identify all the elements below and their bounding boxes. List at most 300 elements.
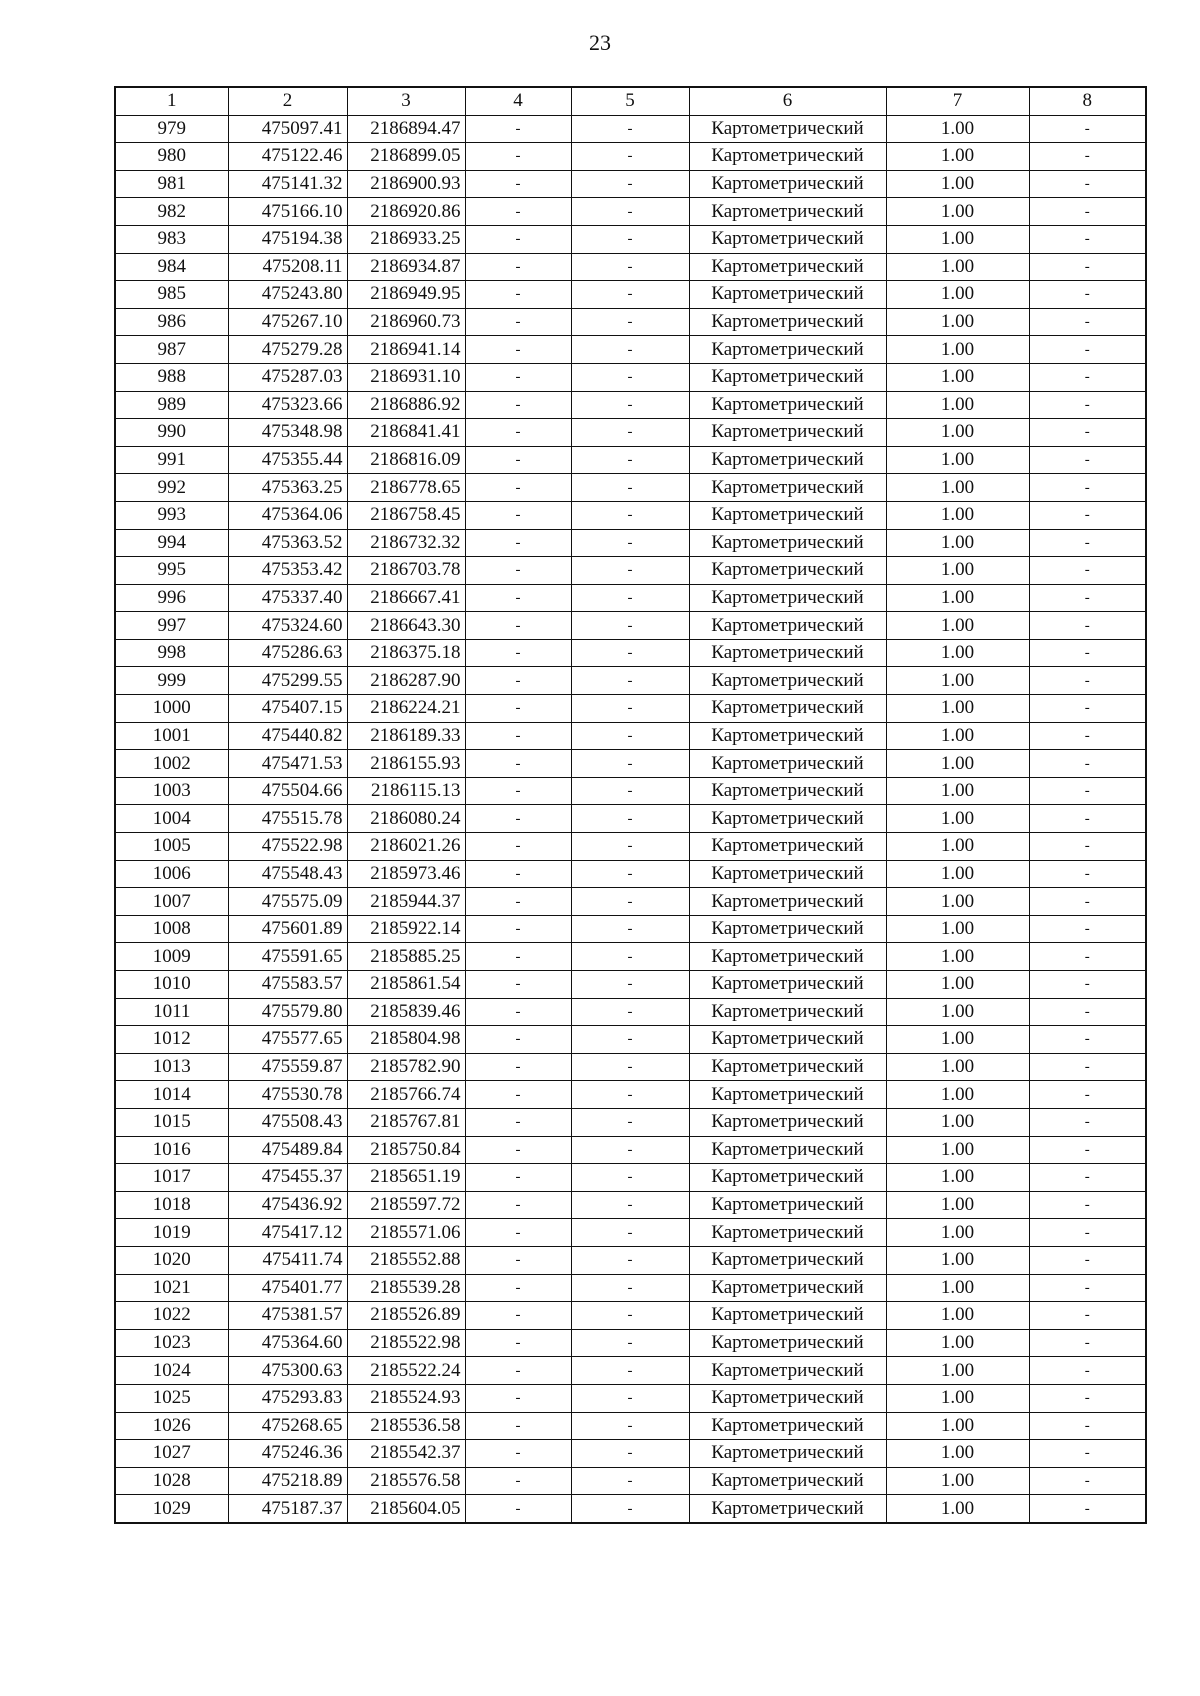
coordinate-y-cell: 2185861.54 — [347, 971, 465, 999]
column-4-cell: - — [465, 474, 571, 502]
accuracy-cell: 1.00 — [886, 170, 1029, 198]
accuracy-cell: 1.00 — [886, 1329, 1029, 1357]
coordinate-x-cell: 475243.80 — [228, 281, 347, 309]
column-header-1: 1 — [115, 87, 228, 115]
header-row — [115, 87, 1146, 115]
table-row — [115, 1495, 1146, 1523]
coordinate-y-cell: 2186900.93 — [347, 170, 465, 198]
point-number-cell: 1025 — [115, 1384, 228, 1412]
method-cell: Картометрический — [689, 143, 886, 171]
coordinate-x-cell: 475436.92 — [228, 1191, 347, 1219]
coordinate-x-cell: 475122.46 — [228, 143, 347, 171]
table-row — [115, 1053, 1146, 1081]
coordinate-y-cell: 2185782.90 — [347, 1053, 465, 1081]
column-4-cell: - — [465, 888, 571, 916]
coordinate-y-cell: 2185524.93 — [347, 1384, 465, 1412]
point-number-cell: 1022 — [115, 1302, 228, 1330]
accuracy-cell: 1.00 — [886, 943, 1029, 971]
column-5-cell: - — [571, 943, 689, 971]
point-number-cell: 1003 — [115, 777, 228, 805]
coordinate-x-cell: 475363.25 — [228, 474, 347, 502]
method-cell: Картометрический — [689, 639, 886, 667]
coordinate-x-cell: 475286.63 — [228, 639, 347, 667]
method-cell: Картометрический — [689, 225, 886, 253]
accuracy-cell: 1.00 — [886, 1053, 1029, 1081]
column-8-cell: - — [1029, 971, 1146, 999]
accuracy-cell: 1.00 — [886, 915, 1029, 943]
point-number-cell: 990 — [115, 419, 228, 447]
table-row — [115, 750, 1146, 778]
column-5-cell: - — [571, 1412, 689, 1440]
table-row — [115, 1440, 1146, 1468]
accuracy-cell: 1.00 — [886, 888, 1029, 916]
column-5-cell: - — [571, 446, 689, 474]
column-8-cell: - — [1029, 833, 1146, 861]
accuracy-cell: 1.00 — [886, 1440, 1029, 1468]
point-number-cell: 1024 — [115, 1357, 228, 1385]
column-4-cell: - — [465, 1081, 571, 1109]
table-row — [115, 1329, 1146, 1357]
column-5-cell: - — [571, 722, 689, 750]
table-row — [115, 1357, 1146, 1385]
coordinate-x-cell: 475353.42 — [228, 557, 347, 585]
point-number-cell: 1009 — [115, 943, 228, 971]
coordinate-y-cell: 2185522.98 — [347, 1329, 465, 1357]
method-cell: Картометрический — [689, 363, 886, 391]
table-row — [115, 1412, 1146, 1440]
method-cell: Картометрический — [689, 419, 886, 447]
column-5-cell: - — [571, 1191, 689, 1219]
method-cell: Картометрический — [689, 612, 886, 640]
point-number-cell: 980 — [115, 143, 228, 171]
table-row — [115, 170, 1146, 198]
point-number-cell: 991 — [115, 446, 228, 474]
coordinate-x-cell: 475548.43 — [228, 860, 347, 888]
coordinate-y-cell: 2186899.05 — [347, 143, 465, 171]
table-row — [115, 777, 1146, 805]
table-row — [115, 501, 1146, 529]
column-8-cell: - — [1029, 143, 1146, 171]
coordinate-y-cell: 2185766.74 — [347, 1081, 465, 1109]
column-header-3: 3 — [347, 87, 465, 115]
accuracy-cell: 1.00 — [886, 1384, 1029, 1412]
method-cell: Картометрический — [689, 805, 886, 833]
column-4-cell: - — [465, 529, 571, 557]
column-8-cell: - — [1029, 1384, 1146, 1412]
column-5-cell: - — [571, 1108, 689, 1136]
column-4-cell: - — [465, 1136, 571, 1164]
point-number-cell: 982 — [115, 198, 228, 226]
point-number-cell: 993 — [115, 501, 228, 529]
column-8-cell: - — [1029, 1329, 1146, 1357]
coordinate-x-cell: 475364.06 — [228, 501, 347, 529]
coordinate-y-cell: 2186778.65 — [347, 474, 465, 502]
method-cell: Картометрический — [689, 1357, 886, 1385]
column-8-cell: - — [1029, 281, 1146, 309]
method-cell: Картометрический — [689, 915, 886, 943]
column-4-cell: - — [465, 336, 571, 364]
table-row — [115, 474, 1146, 502]
method-cell: Картометрический — [689, 1136, 886, 1164]
coordinate-x-cell: 475508.43 — [228, 1108, 347, 1136]
column-5-cell: - — [571, 1246, 689, 1274]
point-number-cell: 995 — [115, 557, 228, 585]
coordinate-y-cell: 2186021.26 — [347, 833, 465, 861]
column-5-cell: - — [571, 391, 689, 419]
point-number-cell: 1011 — [115, 998, 228, 1026]
column-header-5: 5 — [571, 87, 689, 115]
column-8-cell: - — [1029, 1053, 1146, 1081]
method-cell: Картометрический — [689, 501, 886, 529]
point-number-cell: 1010 — [115, 971, 228, 999]
column-8-cell: - — [1029, 1191, 1146, 1219]
column-4-cell: - — [465, 805, 571, 833]
column-8-cell: - — [1029, 1164, 1146, 1192]
column-5-cell: - — [571, 777, 689, 805]
accuracy-cell: 1.00 — [886, 225, 1029, 253]
accuracy-cell: 1.00 — [886, 391, 1029, 419]
table-row — [115, 1384, 1146, 1412]
column-4-cell: - — [465, 943, 571, 971]
accuracy-cell: 1.00 — [886, 446, 1029, 474]
table-row — [115, 639, 1146, 667]
point-number-cell: 1007 — [115, 888, 228, 916]
column-5-cell: - — [571, 363, 689, 391]
point-number-cell: 988 — [115, 363, 228, 391]
coordinate-x-cell: 475504.66 — [228, 777, 347, 805]
column-5-cell: - — [571, 695, 689, 723]
table-row — [115, 971, 1146, 999]
coordinate-x-cell: 475348.98 — [228, 419, 347, 447]
column-8-cell: - — [1029, 363, 1146, 391]
column-5-cell: - — [571, 1274, 689, 1302]
column-4-cell: - — [465, 1329, 571, 1357]
table-row — [115, 363, 1146, 391]
column-5-cell: - — [571, 805, 689, 833]
method-cell: Картометрический — [689, 1440, 886, 1468]
point-number-cell: 1019 — [115, 1219, 228, 1247]
column-4-cell: - — [465, 391, 571, 419]
column-4-cell: - — [465, 1467, 571, 1495]
column-8-cell: - — [1029, 1302, 1146, 1330]
method-cell: Картометрический — [689, 584, 886, 612]
column-4-cell: - — [465, 253, 571, 281]
column-8-cell: - — [1029, 1246, 1146, 1274]
column-5-cell: - — [571, 639, 689, 667]
column-4-cell: - — [465, 170, 571, 198]
table-row — [115, 612, 1146, 640]
table-row — [115, 1274, 1146, 1302]
column-8-cell: - — [1029, 943, 1146, 971]
column-8-cell: - — [1029, 639, 1146, 667]
column-8-cell: - — [1029, 391, 1146, 419]
accuracy-cell: 1.00 — [886, 419, 1029, 447]
method-cell: Картометрический — [689, 1026, 886, 1054]
coordinate-y-cell: 2185539.28 — [347, 1274, 465, 1302]
column-4-cell: - — [465, 833, 571, 861]
column-5-cell: - — [571, 860, 689, 888]
method-cell: Картометрический — [689, 170, 886, 198]
coordinate-x-cell: 475583.57 — [228, 971, 347, 999]
column-8-cell: - — [1029, 1440, 1146, 1468]
column-8-cell: - — [1029, 446, 1146, 474]
column-8-cell: - — [1029, 336, 1146, 364]
column-5-cell: - — [571, 1219, 689, 1247]
coordinate-x-cell: 475337.40 — [228, 584, 347, 612]
column-5-cell: - — [571, 998, 689, 1026]
coordinate-y-cell: 2185922.14 — [347, 915, 465, 943]
column-8-cell: - — [1029, 529, 1146, 557]
column-4-cell: - — [465, 446, 571, 474]
coordinate-y-cell: 2185536.58 — [347, 1412, 465, 1440]
table-row — [115, 336, 1146, 364]
point-number-cell: 979 — [115, 115, 228, 143]
coordinate-y-cell: 2186931.10 — [347, 363, 465, 391]
coordinate-y-cell: 2186224.21 — [347, 695, 465, 723]
coordinate-y-cell: 2185526.89 — [347, 1302, 465, 1330]
accuracy-cell: 1.00 — [886, 1164, 1029, 1192]
column-4-cell: - — [465, 1191, 571, 1219]
coordinate-x-cell: 475268.65 — [228, 1412, 347, 1440]
table-row — [115, 1467, 1146, 1495]
table-row — [115, 860, 1146, 888]
column-8-cell: - — [1029, 915, 1146, 943]
point-number-cell: 992 — [115, 474, 228, 502]
point-number-cell: 985 — [115, 281, 228, 309]
column-4-cell: - — [465, 1246, 571, 1274]
method-cell: Картометрический — [689, 1191, 886, 1219]
table-row — [115, 308, 1146, 336]
column-4-cell: - — [465, 308, 571, 336]
coordinate-x-cell: 475559.87 — [228, 1053, 347, 1081]
column-4-cell: - — [465, 363, 571, 391]
method-cell: Картометрический — [689, 198, 886, 226]
point-number-cell: 999 — [115, 667, 228, 695]
coordinate-x-cell: 475591.65 — [228, 943, 347, 971]
column-8-cell: - — [1029, 1357, 1146, 1385]
column-4-cell: - — [465, 1219, 571, 1247]
point-number-cell: 996 — [115, 584, 228, 612]
column-4-cell: - — [465, 281, 571, 309]
coordinate-x-cell: 475575.09 — [228, 888, 347, 916]
coordinate-x-cell: 475246.36 — [228, 1440, 347, 1468]
table-row — [115, 1164, 1146, 1192]
column-4-cell: - — [465, 115, 571, 143]
column-header-6: 6 — [689, 87, 886, 115]
accuracy-cell: 1.00 — [886, 1136, 1029, 1164]
column-8-cell: - — [1029, 225, 1146, 253]
coordinate-x-cell: 475299.55 — [228, 667, 347, 695]
table-row — [115, 1302, 1146, 1330]
column-5-cell: - — [571, 1136, 689, 1164]
column-4-cell: - — [465, 639, 571, 667]
table-row — [115, 1136, 1146, 1164]
accuracy-cell: 1.00 — [886, 1191, 1029, 1219]
table-row — [115, 915, 1146, 943]
table-body — [115, 115, 1146, 1523]
accuracy-cell: 1.00 — [886, 1357, 1029, 1385]
column-8-cell: - — [1029, 170, 1146, 198]
coordinate-x-cell: 475411.74 — [228, 1246, 347, 1274]
table-row — [115, 557, 1146, 585]
point-number-cell: 1017 — [115, 1164, 228, 1192]
table-row — [115, 1108, 1146, 1136]
column-8-cell: - — [1029, 1026, 1146, 1054]
accuracy-cell: 1.00 — [886, 1302, 1029, 1330]
coordinate-x-cell: 475097.41 — [228, 115, 347, 143]
column-4-cell: - — [465, 1357, 571, 1385]
coordinate-y-cell: 2185597.72 — [347, 1191, 465, 1219]
column-4-cell: - — [465, 225, 571, 253]
accuracy-cell: 1.00 — [886, 584, 1029, 612]
column-5-cell: - — [571, 1302, 689, 1330]
table-row — [115, 529, 1146, 557]
coordinate-x-cell: 475323.66 — [228, 391, 347, 419]
point-number-cell: 1021 — [115, 1274, 228, 1302]
column-header-2: 2 — [228, 87, 347, 115]
column-5-cell: - — [571, 253, 689, 281]
point-number-cell: 989 — [115, 391, 228, 419]
column-5-cell: - — [571, 1495, 689, 1523]
point-number-cell: 1001 — [115, 722, 228, 750]
column-4-cell: - — [465, 1026, 571, 1054]
point-number-cell: 1029 — [115, 1495, 228, 1523]
point-number-cell: 1004 — [115, 805, 228, 833]
table-row — [115, 1219, 1146, 1247]
column-8-cell: - — [1029, 1412, 1146, 1440]
method-cell: Картометрический — [689, 971, 886, 999]
column-8-cell: - — [1029, 1274, 1146, 1302]
column-5-cell: - — [571, 888, 689, 916]
column-4-cell: - — [465, 1384, 571, 1412]
method-cell: Картометрический — [689, 1108, 886, 1136]
column-8-cell: - — [1029, 750, 1146, 778]
accuracy-cell: 1.00 — [886, 1467, 1029, 1495]
coordinate-x-cell: 475267.10 — [228, 308, 347, 336]
column-5-cell: - — [571, 750, 689, 778]
coordinate-y-cell: 2186643.30 — [347, 612, 465, 640]
accuracy-cell: 1.00 — [886, 198, 1029, 226]
accuracy-cell: 1.00 — [886, 1246, 1029, 1274]
table-row — [115, 1081, 1146, 1109]
accuracy-cell: 1.00 — [886, 308, 1029, 336]
column-8-cell: - — [1029, 584, 1146, 612]
method-cell: Картометрический — [689, 1246, 886, 1274]
point-number-cell: 1015 — [115, 1108, 228, 1136]
column-8-cell: - — [1029, 1495, 1146, 1523]
point-number-cell: 1023 — [115, 1329, 228, 1357]
accuracy-cell: 1.00 — [886, 722, 1029, 750]
column-5-cell: - — [571, 1440, 689, 1468]
column-8-cell: - — [1029, 198, 1146, 226]
method-cell: Картометрический — [689, 860, 886, 888]
column-8-cell: - — [1029, 777, 1146, 805]
method-cell: Картометрический — [689, 1081, 886, 1109]
coordinate-x-cell: 475218.89 — [228, 1467, 347, 1495]
column-4-cell: - — [465, 557, 571, 585]
column-5-cell: - — [571, 1329, 689, 1357]
table-row — [115, 143, 1146, 171]
column-4-cell: - — [465, 1274, 571, 1302]
point-number-cell: 986 — [115, 308, 228, 336]
method-cell: Картометрический — [689, 308, 886, 336]
accuracy-cell: 1.00 — [886, 557, 1029, 585]
column-8-cell: - — [1029, 695, 1146, 723]
column-8-cell: - — [1029, 998, 1146, 1026]
accuracy-cell: 1.00 — [886, 501, 1029, 529]
column-5-cell: - — [571, 1467, 689, 1495]
column-5-cell: - — [571, 667, 689, 695]
coordinate-y-cell: 2186841.41 — [347, 419, 465, 447]
point-number-cell: 1014 — [115, 1081, 228, 1109]
accuracy-cell: 1.00 — [886, 639, 1029, 667]
coordinate-x-cell: 475417.12 — [228, 1219, 347, 1247]
method-cell: Картометрический — [689, 750, 886, 778]
point-number-cell: 981 — [115, 170, 228, 198]
column-4-cell: - — [465, 143, 571, 171]
coordinate-x-cell: 475577.65 — [228, 1026, 347, 1054]
column-5-cell: - — [571, 1053, 689, 1081]
coordinate-y-cell: 2185804.98 — [347, 1026, 465, 1054]
column-5-cell: - — [571, 557, 689, 585]
coordinate-x-cell: 475287.03 — [228, 363, 347, 391]
coordinate-y-cell: 2185522.24 — [347, 1357, 465, 1385]
point-number-cell: 994 — [115, 529, 228, 557]
table-row — [115, 943, 1146, 971]
accuracy-cell: 1.00 — [886, 805, 1029, 833]
coordinate-x-cell: 475489.84 — [228, 1136, 347, 1164]
coordinate-y-cell: 2185651.19 — [347, 1164, 465, 1192]
column-4-cell: - — [465, 612, 571, 640]
column-4-cell: - — [465, 860, 571, 888]
method-cell: Картометрический — [689, 557, 886, 585]
column-5-cell: - — [571, 170, 689, 198]
column-5-cell: - — [571, 971, 689, 999]
accuracy-cell: 1.00 — [886, 1274, 1029, 1302]
column-5-cell: - — [571, 225, 689, 253]
column-5-cell: - — [571, 198, 689, 226]
column-4-cell: - — [465, 198, 571, 226]
table-header — [115, 87, 1146, 115]
coordinate-x-cell: 475364.60 — [228, 1329, 347, 1357]
coordinate-y-cell: 2185944.37 — [347, 888, 465, 916]
method-cell: Картометрический — [689, 253, 886, 281]
table-row — [115, 225, 1146, 253]
coordinate-y-cell: 2186960.73 — [347, 308, 465, 336]
method-cell: Картометрический — [689, 446, 886, 474]
coordinate-y-cell: 2186115.13 — [347, 777, 465, 805]
column-8-cell: - — [1029, 667, 1146, 695]
method-cell: Картометрический — [689, 722, 886, 750]
coordinate-x-cell: 475401.77 — [228, 1274, 347, 1302]
method-cell: Картометрический — [689, 833, 886, 861]
column-5-cell: - — [571, 501, 689, 529]
coordinate-x-cell: 475300.63 — [228, 1357, 347, 1385]
accuracy-cell: 1.00 — [886, 1219, 1029, 1247]
coordinate-x-cell: 475407.15 — [228, 695, 347, 723]
accuracy-cell: 1.00 — [886, 750, 1029, 778]
point-number-cell: 1028 — [115, 1467, 228, 1495]
point-number-cell: 987 — [115, 336, 228, 364]
column-4-cell: - — [465, 1053, 571, 1081]
coordinate-x-cell: 475141.32 — [228, 170, 347, 198]
column-8-cell: - — [1029, 1081, 1146, 1109]
column-8-cell: - — [1029, 1136, 1146, 1164]
coordinate-y-cell: 2185767.81 — [347, 1108, 465, 1136]
accuracy-cell: 1.00 — [886, 612, 1029, 640]
coordinate-x-cell: 475355.44 — [228, 446, 347, 474]
table-row — [115, 805, 1146, 833]
